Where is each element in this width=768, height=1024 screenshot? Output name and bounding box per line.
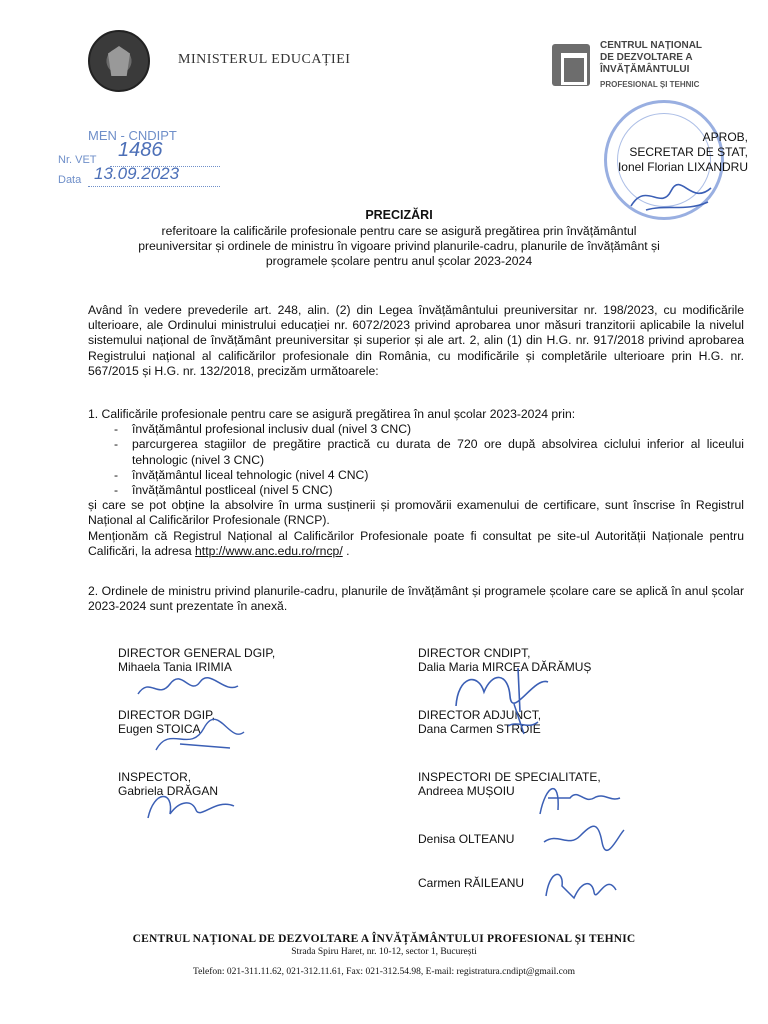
signature-block-director-cndipt xyxy=(418,646,591,674)
signature-block-director-dgip xyxy=(118,708,215,736)
signature-title: DIRECTOR DGIP, xyxy=(118,708,215,722)
signature-name: Denisa OLTEANU xyxy=(418,832,515,846)
list-item: - învățământul profesional inclusiv dual (nivel 3 CNC) xyxy=(114,422,744,437)
signature-block-inspector xyxy=(118,770,218,798)
signature-title: DIRECTOR ADJUNCT, xyxy=(418,708,542,722)
signature-block-director-adjunct xyxy=(418,708,541,736)
signature-name: Dana Carmen STROIE xyxy=(418,722,541,736)
signature-block-raileanu xyxy=(418,876,524,890)
footer-title: CENTRUL NAȚIONAL DE DEZVOLTARE A ÎNVĂȚĂMÂNTULUI PROFESIONAL ȘI TEHNIC xyxy=(132,933,636,945)
document-title xyxy=(60,208,738,269)
signature-name: Dalia Maria MIRCEA DĂRĂMUȘ xyxy=(418,660,592,674)
title-line3: programele școlare pentru anul școlar 2023-2024 xyxy=(265,254,533,268)
center-name-sub: PROFESIONAL ȘI TEHNIC xyxy=(600,80,700,89)
signature-name: Mihaela Tania IRIMIA xyxy=(118,660,232,674)
center-name xyxy=(600,40,702,76)
registration-number-label: Nr. VET xyxy=(58,154,97,166)
signature-raileanu-icon xyxy=(540,862,620,904)
signature-title: DIRECTOR CNDIPT, xyxy=(418,646,531,660)
section-1 xyxy=(88,407,744,559)
intro-paragraph: Având în vedere prevederile art. 248, alin. (2) din Legea învățământului preuniversitar nr. 198/2023, cu modificările ulterioare, ale Ordinului ministrului educației nr. 6072/2023 privind aprobarea unor măsuri tranzitorii aplicabile la nivelul sistemului național de învățământ preuniversitar și superior și ale art. 2, alin (1) din H.G. nr. 917/2018 privind aprobarea Registrului național al calificărilor profesionale din România, cu modificările și completările ulterioare prin H.G. nr. 567/2015 și H.G. nr. 132/2018, precizăm următoarele: xyxy=(88,303,744,378)
center-name-line2: DE DEZVOLTARE A xyxy=(600,52,693,63)
section-1-after: și care se pot obține la absolvire în urma susținerii și promovării examenului de certificare, sunt înscrise în Registrul Național al Calificărilor Profesionale (RNCP). xyxy=(88,498,744,528)
signature-name: Eugen STOICA xyxy=(118,722,201,736)
signature-block-inspectors xyxy=(418,770,601,798)
registration-header: MEN - CNDIPT xyxy=(88,128,177,143)
title-line2: preuniversitar și ordinele de ministru în vigoare privind planurile-cadru, planurile de învățământ și xyxy=(138,239,660,253)
footer-contact: Telefon: 021-311.11.62, 021-312.11.61, Fax: 021-312.54.98, E-mail: registratura.cndipt@gmail.com xyxy=(193,967,575,977)
signature-irimia-icon xyxy=(134,672,244,704)
approval-name: Ionel Florian LIXANDRU xyxy=(617,160,748,174)
signature-block-director-general xyxy=(118,646,275,674)
note-text: Menționăm că Registrul Național al Calificărilor Profesionale poate fi consultat pe site-ul Autorității Naționale pentru Calificări, la adresa xyxy=(88,528,744,558)
signature-name: Andreea MUȘOIU xyxy=(418,784,515,798)
signature-name: Carmen RĂILEANU xyxy=(418,876,525,890)
title-main: PRECIZĂRI xyxy=(365,208,433,222)
registration-number: 1486 xyxy=(118,139,163,161)
qualification-list xyxy=(114,422,744,498)
list-item: - învățământul liceal tehnologic (nivel 4 CNC) xyxy=(114,468,744,483)
approval-line1: APROB, xyxy=(702,130,748,144)
signature-olteanu-icon xyxy=(538,812,628,854)
cndipt-logo-icon xyxy=(552,44,590,86)
signature-title: INSPECTOR, xyxy=(118,770,192,784)
signature-block-olteanu xyxy=(418,832,514,846)
rncp-link[interactable]: http://www.anc.edu.ro/rncp/ xyxy=(195,543,343,558)
ministry-name: MINISTERUL EDUCAȚIEI xyxy=(178,52,351,67)
registration-date-label: Data xyxy=(58,174,82,186)
signature-title: DIRECTOR GENERAL DGIP, xyxy=(118,646,276,660)
approval-line2: SECRETAR DE STAT, xyxy=(629,145,748,159)
section-1-heading: 1. Calificările profesionale pentru care se asigură pregătirea în anul școlar 2023-2024 prin: xyxy=(88,407,576,421)
signature-name: Gabriela DRĂGAN xyxy=(118,784,219,798)
section-2: 2. Ordinele de ministru privind planurile-cadru, planurile de învățământ și programele școlare care se aplică în anul școlar 2023-2024 sunt prezentate în anexă. xyxy=(88,584,744,614)
note-suffix: . xyxy=(342,543,350,558)
footer-address: Strada Spiru Haret, nr. 10-12, sector 1, București xyxy=(291,947,477,957)
registration-date: 13.09.2023 xyxy=(94,164,180,183)
center-name-line1: CENTRUL NAȚIONAL xyxy=(600,40,703,51)
section-1-note xyxy=(88,529,744,559)
list-item: - învățământul postliceal (nivel 5 CNC) xyxy=(114,483,744,498)
ministry-coat-of-arms-icon xyxy=(88,30,150,92)
approval-block xyxy=(618,130,748,175)
title-line1: referitoare la calificările profesionale pentru care se asigură pregătirea prin învățământul xyxy=(161,224,637,238)
list-item: - parcurgerea stagiilor de pregătire practică cu durata de 720 ore după absolvirea ciclului inferior al liceului tehnologic (nivel 3 CNC) xyxy=(114,437,744,467)
center-name-line3: ÎNVĂȚĂMÂNTULUI xyxy=(600,64,690,75)
signature-title: INSPECTORI DE SPECIALITATE, xyxy=(418,770,601,784)
